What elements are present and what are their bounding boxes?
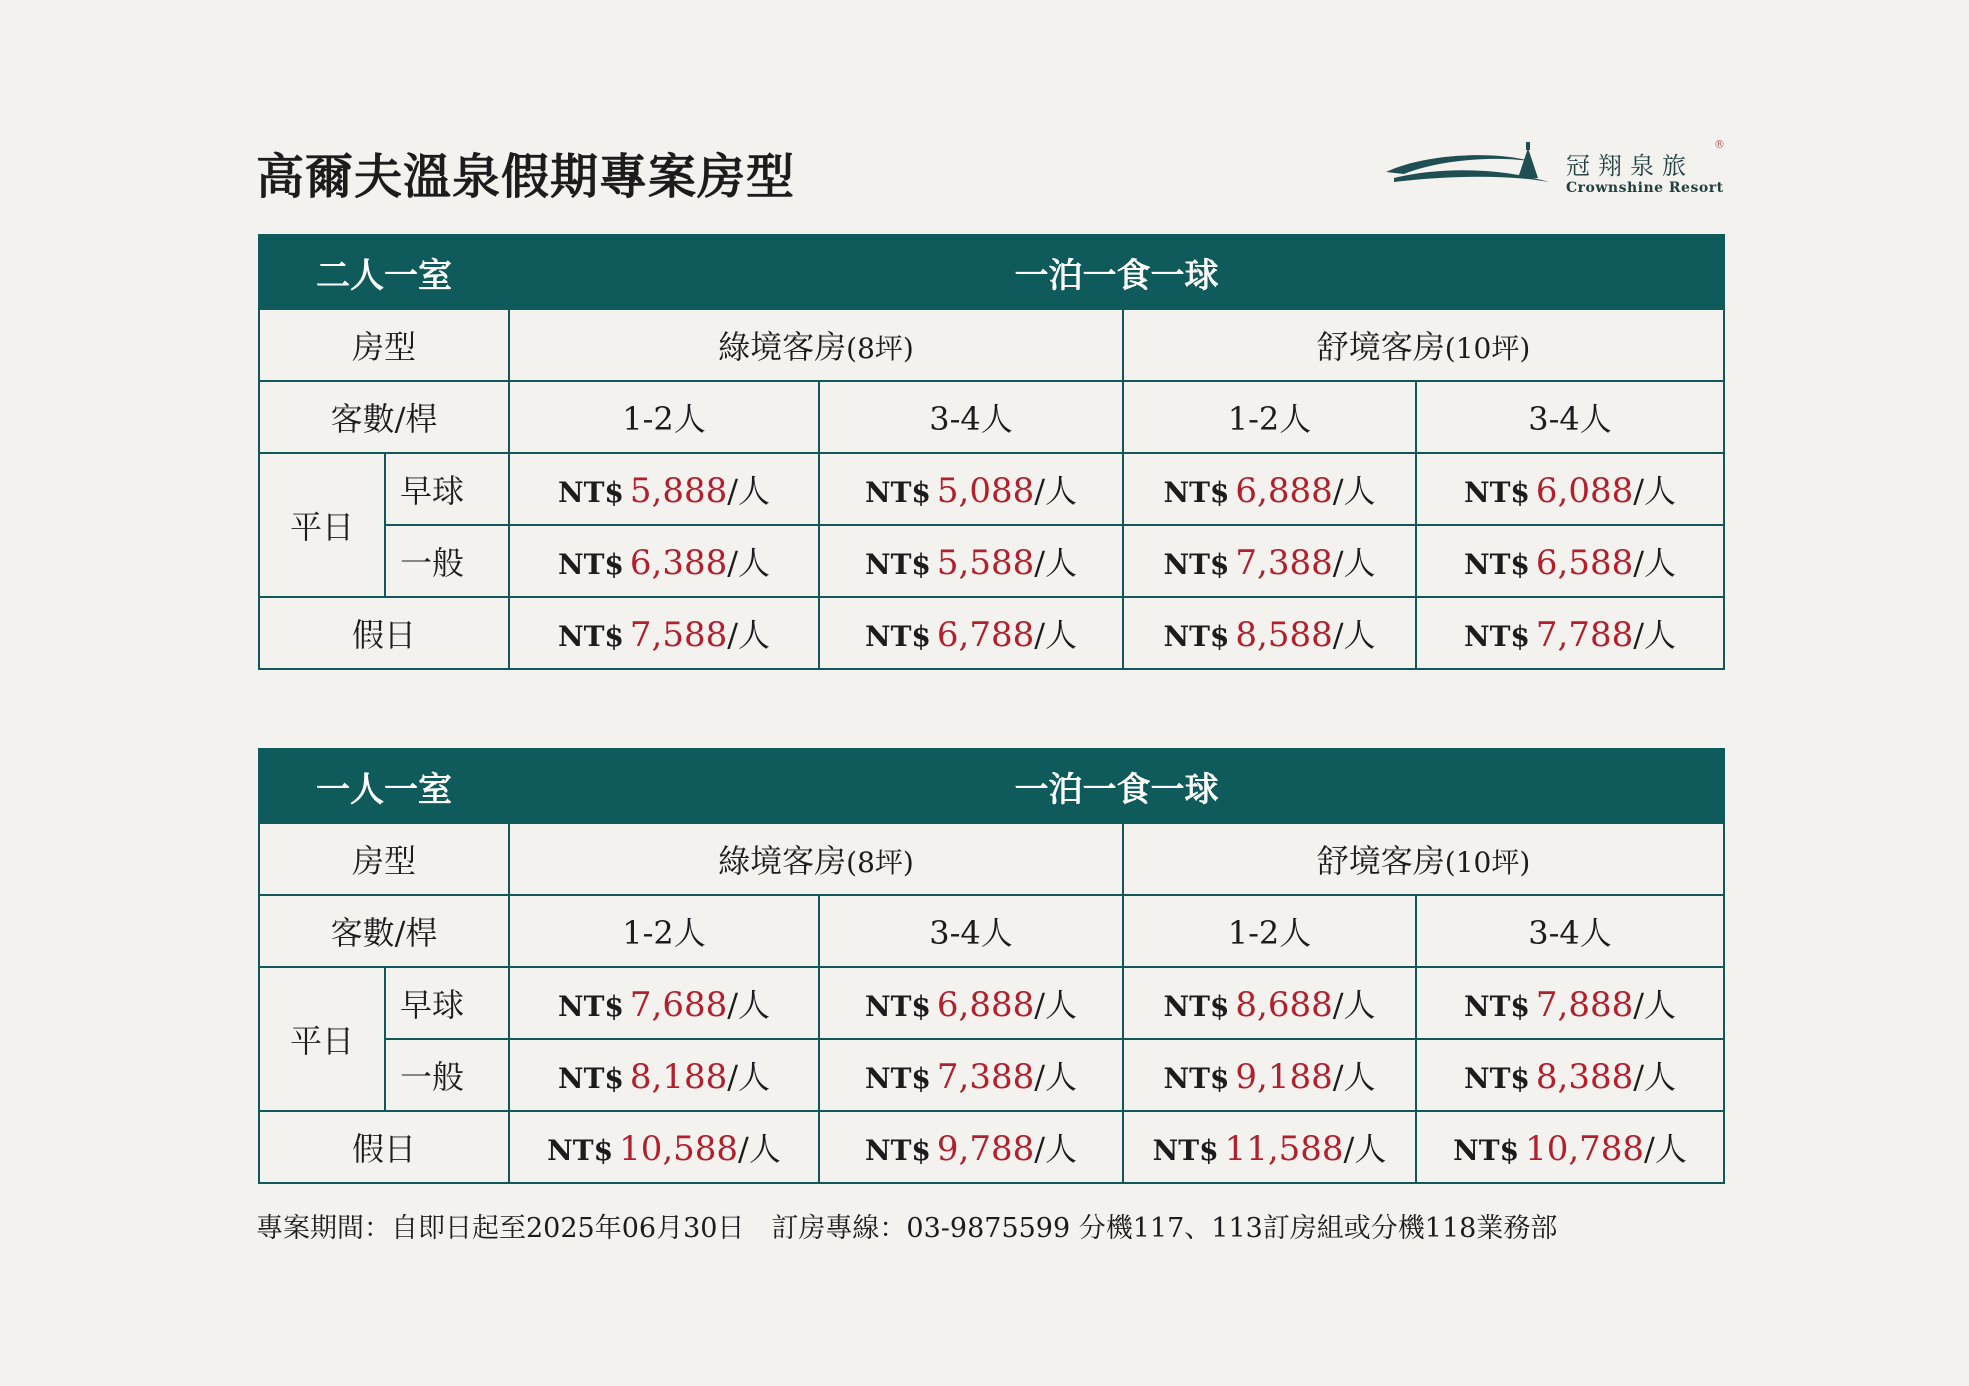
weekday-early-row [259, 967, 1724, 1039]
holiday-row [259, 597, 1724, 669]
price-cell: NT$ 7,688/人 [509, 967, 819, 1039]
weekday-regular-row [259, 525, 1724, 597]
price-cell: NT$ 6,888/人 [819, 967, 1123, 1039]
price-cell: NT$ 10,588/人 [509, 1111, 819, 1183]
price-cell: NT$ 5,888/人 [509, 453, 819, 525]
guest-group-row [259, 895, 1724, 967]
price-cell: NT$ 7,388/人 [1123, 525, 1416, 597]
brand-name-en: Crownshine Resort [1566, 180, 1724, 196]
weekday-label: 平日 [259, 967, 385, 1111]
guest-group: 3-4人 [819, 895, 1123, 967]
holiday-label: 假日 [259, 1111, 509, 1183]
price-table-double [258, 234, 1725, 670]
price-cell: NT$ 10,788/人 [1416, 1111, 1724, 1183]
price-cell: NT$ 6,788/人 [819, 597, 1123, 669]
early-golf-label: 早球 [385, 967, 509, 1039]
price-cell: NT$ 9,788/人 [819, 1111, 1123, 1183]
package-label: 一泊一食一球 [509, 235, 1724, 309]
occupancy-label: 一人一室 [259, 749, 509, 823]
price-cell: NT$ 6,888/人 [1123, 453, 1416, 525]
price-cell: NT$ 7,388/人 [819, 1039, 1123, 1111]
price-cell: NT$ 7,888/人 [1416, 967, 1724, 1039]
weekday-label: 平日 [259, 453, 385, 597]
guest-group: 1-2人 [509, 381, 819, 453]
guest-group: 3-4人 [1416, 381, 1724, 453]
occupancy-label: 二人一室 [259, 235, 509, 309]
price-cell: NT$ 9,188/人 [1123, 1039, 1416, 1111]
price-cell: NT$ 8,388/人 [1416, 1039, 1724, 1111]
regular-label: 一般 [385, 1039, 509, 1111]
price-cell: NT$ 8,588/人 [1123, 597, 1416, 669]
room-type-comfort: 舒境客房(10坪) [1123, 309, 1724, 381]
price-cell: NT$ 5,588/人 [819, 525, 1123, 597]
brand-logo [1384, 138, 1724, 198]
price-cell: NT$ 5,088/人 [819, 453, 1123, 525]
price-cell: NT$ 8,188/人 [509, 1039, 819, 1111]
room-type-label: 房型 [259, 823, 509, 895]
table-header-row [259, 749, 1724, 823]
holiday-row [259, 1111, 1724, 1183]
price-cell: NT$ 8,688/人 [1123, 967, 1416, 1039]
guest-group-row [259, 381, 1724, 453]
early-golf-label: 早球 [385, 453, 509, 525]
weekday-early-row [259, 453, 1724, 525]
room-type-green: 綠境客房(8坪) [509, 309, 1123, 381]
page-title: 高爾夫溫泉假期專案房型 [256, 149, 796, 205]
guest-group: 3-4人 [1416, 895, 1724, 967]
regular-label: 一般 [385, 525, 509, 597]
guests-per-cart-label: 客數/桿 [259, 381, 509, 453]
room-type-green: 綠境客房(8坪) [509, 823, 1123, 895]
crownshine-logo-icon [1384, 142, 1554, 192]
table-header-row [259, 235, 1724, 309]
price-cell: NT$ 6,588/人 [1416, 525, 1724, 597]
room-type-label: 房型 [259, 309, 509, 381]
price-cell: NT$ 6,088/人 [1416, 453, 1724, 525]
price-cell: NT$ 11,588/人 [1123, 1111, 1416, 1183]
guest-group: 3-4人 [819, 381, 1123, 453]
room-type-row [259, 309, 1724, 381]
room-type-comfort: 舒境客房(10坪) [1123, 823, 1724, 895]
guest-group: 1-2人 [509, 895, 819, 967]
price-cell: NT$ 6,388/人 [509, 525, 819, 597]
guests-per-cart-label: 客數/桿 [259, 895, 509, 967]
guest-group: 1-2人 [1123, 895, 1416, 967]
price-cell: NT$ 7,588/人 [509, 597, 819, 669]
room-type-row [259, 823, 1724, 895]
price-table-single [258, 748, 1725, 1184]
price-cell: NT$ 7,788/人 [1416, 597, 1724, 669]
brand-name-cn: 冠翔泉旅 [1566, 152, 1694, 180]
registered-mark: ® [1714, 138, 1725, 151]
weekday-regular-row [259, 1039, 1724, 1111]
holiday-label: 假日 [259, 597, 509, 669]
package-label: 一泊一食一球 [509, 749, 1724, 823]
guest-group: 1-2人 [1123, 381, 1416, 453]
footer-note: 專案期間：自即日起至2025年06月30日 訂房專線：03-9875599 分機117、113訂房組或分機118業務部 [256, 1213, 1558, 1244]
